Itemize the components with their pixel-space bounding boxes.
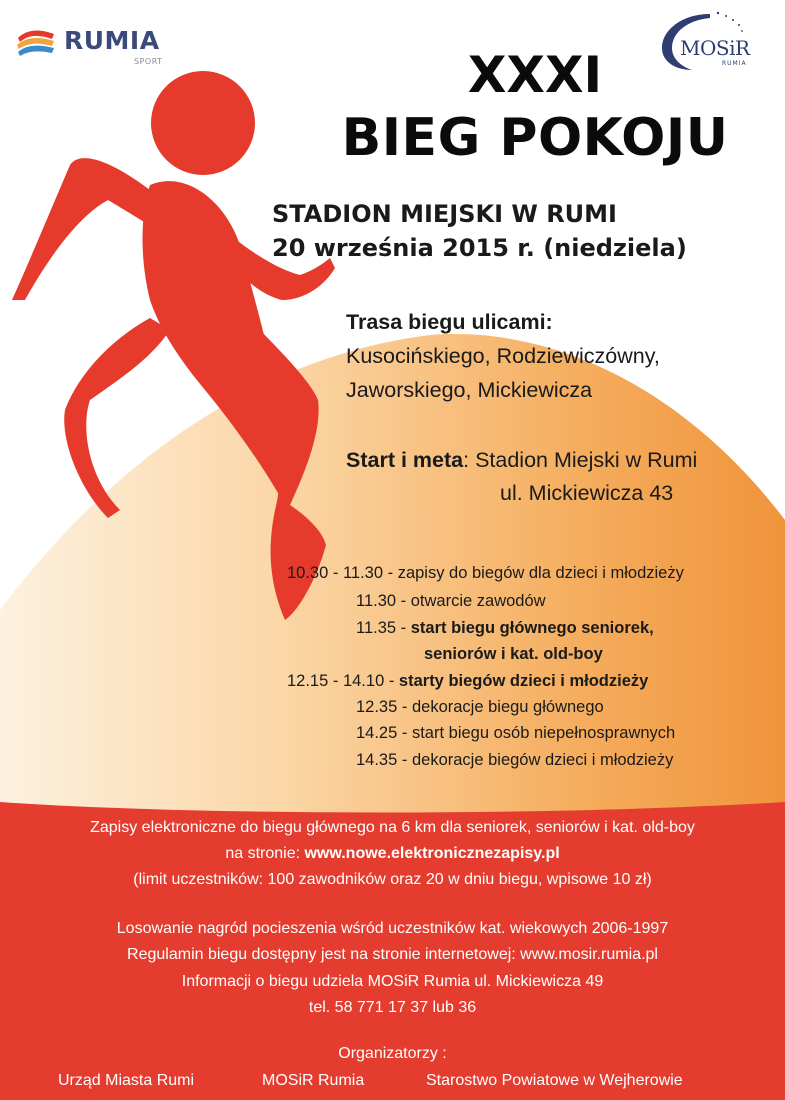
runner-head — [151, 71, 255, 175]
schedule-item: 12.35 - dekoracje biegu głównego — [356, 698, 604, 716]
schedule-item: 10.30 - 11.30 - zapisy do biegów dla dzieci i młodzieży — [287, 564, 684, 582]
schedule-text: start biegu osób niepełnosprawnych — [411, 724, 676, 742]
info-line: Informacji o biegu udziela MOSiR Rumia ul. Mickiewicza 49 — [181, 973, 604, 990]
organizer-item: Urząd Miasta Rumi — [58, 1072, 195, 1089]
schedule-item: 11.30 - otwarcie zawodów — [356, 592, 546, 610]
start-finish-label: Start i meta — [346, 448, 464, 472]
route-streets-line2: Jaworskiego, Mickiewicza — [346, 378, 593, 402]
venue-name: STADION MIEJSKI W RUMI — [272, 200, 617, 228]
schedule-text: otwarcie zawodów — [410, 592, 546, 610]
rumia-logo — [14, 22, 174, 68]
registration-line2 — [0, 846, 785, 862]
schedule-time: 12.15 - 14.10 — [287, 672, 385, 690]
schedule-text: start biegu głównego seniorek, — [410, 619, 654, 637]
route-heading-text: Trasa biegu ulicami: — [346, 310, 553, 334]
schedule-text: dekoracje biegów dzieci i młodzieży — [411, 751, 674, 769]
schedule-text: starty biegów dzieci i młodzieży — [398, 672, 649, 690]
info-line: Regulamin biegu dostępny jest na stronie internetowej: www.mosir.rumia.pl — [127, 946, 658, 963]
organizer-item: MOSiR Rumia — [262, 1072, 365, 1089]
schedule-item-continued — [424, 646, 603, 663]
registration-limit: (limit uczestników: 100 zawodników oraz 20 w dniu biegu, wpisowe 10 zł) — [133, 871, 652, 888]
event-date: 20 września 2015 r. (niedziela) — [272, 234, 687, 262]
mosir-logo-subtext: RUMIA — [722, 60, 747, 67]
rumia-waves-icon — [14, 22, 58, 62]
info-line: Losowanie nagród pocieszenia wśród uczestników kat. wiekowych 2006-1997 — [116, 920, 669, 937]
rumia-logo-text: RUMIA — [64, 26, 160, 55]
mosir-logo-text: MOSiR — [680, 36, 750, 60]
start-finish-venue: Stadion Miejski w Rumi — [475, 448, 698, 472]
schedule-item: 12.15 - 14.10 - starty biegów dzieci i młodzieży — [287, 672, 649, 690]
schedule-text: zapisy do biegów dla dzieci i młodzieży — [397, 564, 684, 582]
route-heading — [346, 312, 553, 334]
schedule-time: 11.35 — [356, 619, 397, 637]
organizers-heading: Organizatorzy : — [338, 1045, 447, 1062]
schedule-time: 12.35 — [356, 698, 398, 716]
organizer-item: Starostwo Powiatowe w Wejherowie — [426, 1072, 683, 1089]
start-finish-line: Start i meta: Stadion Miejski w Rumi — [346, 448, 698, 472]
start-finish-address: ul. Mickiewicza 43 — [500, 481, 674, 505]
title-edition: XXXI — [467, 46, 603, 104]
schedule-item: 14.25 - start biegu osób niepełnosprawnych — [356, 724, 676, 742]
rumia-logo-subtext: SPORT — [134, 57, 163, 66]
info-line: tel. 58 771 17 37 lub 36 — [308, 999, 477, 1016]
schedule-text: dekoracje biegu głównego — [411, 698, 604, 716]
registration-line1: Zapisy elektroniczne do biegu głównego na 6 km dla seniorek, seniorów i kat. old-boy — [90, 819, 695, 836]
schedule-time: 11.30 — [356, 592, 397, 610]
registration-url-link[interactable]: www.nowe.elektronicznezapisy.pl — [304, 845, 560, 862]
schedule-item: 11.35 - start biegu głównego seniorek, — [356, 619, 654, 637]
schedule-item: 14.35 - dekoracje biegów dzieci i młodzieży — [356, 751, 674, 769]
schedule-time: 14.35 — [356, 751, 398, 769]
schedule-time: 14.25 — [356, 724, 398, 742]
registration-prefix: na stronie: — [225, 845, 305, 862]
route-streets-line1: Kusocińskiego, Rodziewiczówny, — [346, 344, 660, 368]
title-event-name: BIEG POKOJU — [341, 108, 729, 168]
schedule-time: 10.30 - 11.30 — [287, 564, 384, 582]
runner-back-arm — [12, 158, 150, 300]
schedule-text: seniorów i kat. old-boy — [424, 645, 603, 663]
